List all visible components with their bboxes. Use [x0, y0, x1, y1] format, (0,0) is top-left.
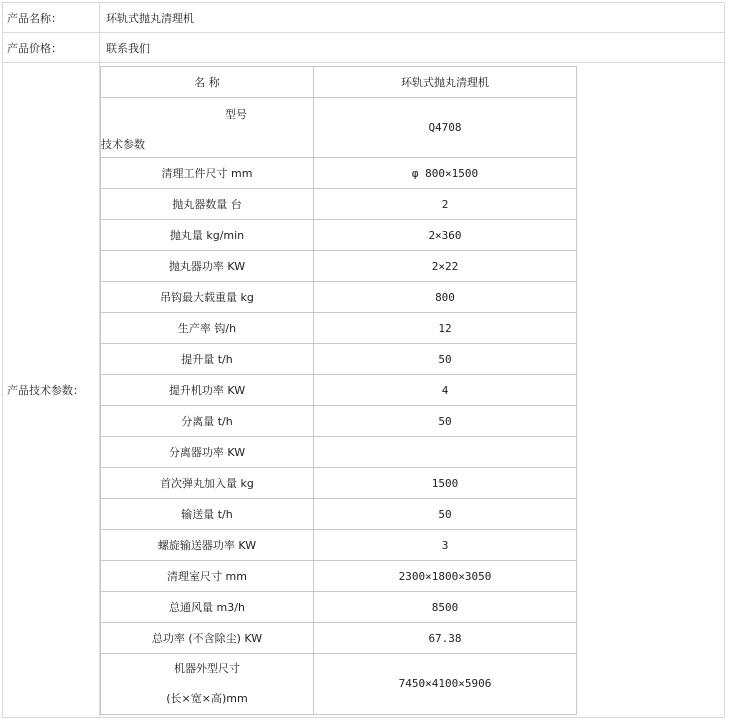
spec-row-value: 12 — [314, 313, 577, 344]
spec-row — [101, 220, 577, 251]
spec-row-value — [314, 437, 577, 468]
product-info-table — [2, 2, 725, 718]
spec-row-value: 8500 — [314, 592, 577, 623]
spec-header-row — [101, 67, 577, 98]
product-name-row — [3, 3, 725, 33]
product-params-row — [3, 63, 725, 718]
model-value: Q4708 — [314, 98, 577, 158]
dimensions-label-line2: (长×宽×高)mm — [166, 692, 248, 705]
spec-row-name: 总通风量 m3/h — [101, 592, 314, 623]
spec-row-name: 首次弹丸加入量 kg — [101, 468, 314, 499]
spec-row — [101, 344, 577, 375]
spec-row-name: 提升机功率 KW — [101, 375, 314, 406]
spec-row-name: 抛丸量 kg/min — [101, 220, 314, 251]
spec-row — [101, 437, 577, 468]
spec-row — [101, 313, 577, 344]
spec-row-value: φ 800×1500 — [314, 158, 577, 189]
spec-row-value: 50 — [314, 499, 577, 530]
spec-row-value: 2 — [314, 189, 577, 220]
spec-row — [101, 406, 577, 437]
spec-header-model: 环轨式抛丸清理机 — [314, 67, 577, 98]
product-price-label: 产品价格： — [3, 33, 100, 63]
spec-row-name: 清理室尺寸 mm — [101, 561, 314, 592]
spec-row — [101, 468, 577, 499]
tech-params-label: 技术参数 — [101, 138, 145, 151]
spec-row-value: 50 — [314, 344, 577, 375]
spec-header-name: 名 称 — [101, 67, 314, 98]
spec-row-name: 提升量 t/h — [101, 344, 314, 375]
spec-row-value: 800 — [314, 282, 577, 313]
spec-row — [101, 499, 577, 530]
spec-row — [101, 251, 577, 282]
spec-row — [101, 158, 577, 189]
spec-row-name: 输送量 t/h — [101, 499, 314, 530]
product-params-label: 产品技术参数： — [3, 63, 100, 718]
spec-row-dimensions — [101, 654, 577, 715]
spec-row-value: 2300×1800×3050 — [314, 561, 577, 592]
spec-row-name: 总功率 (不含除尘) KW — [101, 623, 314, 654]
spec-row-value: 7450×4100×5906 — [314, 654, 577, 715]
spec-row — [101, 561, 577, 592]
product-name-value: 环轨式抛丸清理机 — [100, 3, 725, 33]
spec-row — [101, 530, 577, 561]
spec-row-name: 生产率 钩/h — [101, 313, 314, 344]
spec-row — [101, 282, 577, 313]
spec-row-value: 2×360 — [314, 220, 577, 251]
spec-row-name: 分离器功率 KW — [101, 437, 314, 468]
spec-row-name: 抛丸器数量 台 — [101, 189, 314, 220]
spec-row-value: 67.38 — [314, 623, 577, 654]
model-label: 型号 — [225, 108, 247, 121]
spec-row — [101, 592, 577, 623]
spec-row-value: 4 — [314, 375, 577, 406]
spec-row-name — [101, 654, 314, 715]
spec-row — [101, 623, 577, 654]
spec-row — [101, 375, 577, 406]
spec-row-value: 2×22 — [314, 251, 577, 282]
spec-param-cell — [101, 98, 314, 158]
spec-row-name: 抛丸器功率 KW — [101, 251, 314, 282]
spec-param-row — [101, 98, 577, 158]
spec-row — [101, 189, 577, 220]
spec-row-name: 清理工件尺寸 mm — [101, 158, 314, 189]
product-name-label: 产品名称： — [3, 3, 100, 33]
spec-table — [100, 66, 577, 715]
product-price-value: 联系我们 — [100, 33, 725, 63]
spec-row-value: 1500 — [314, 468, 577, 499]
spec-row-name: 吊钩最大载重量 kg — [101, 282, 314, 313]
spec-table-container — [100, 63, 725, 718]
spec-row-value: 3 — [314, 530, 577, 561]
spec-row-name: 螺旋输送器功率 KW — [101, 530, 314, 561]
product-price-row — [3, 33, 725, 63]
dimensions-label-line1: 机器外型尺寸 — [174, 662, 240, 675]
spec-row-value: 50 — [314, 406, 577, 437]
spec-row-name: 分离量 t/h — [101, 406, 314, 437]
